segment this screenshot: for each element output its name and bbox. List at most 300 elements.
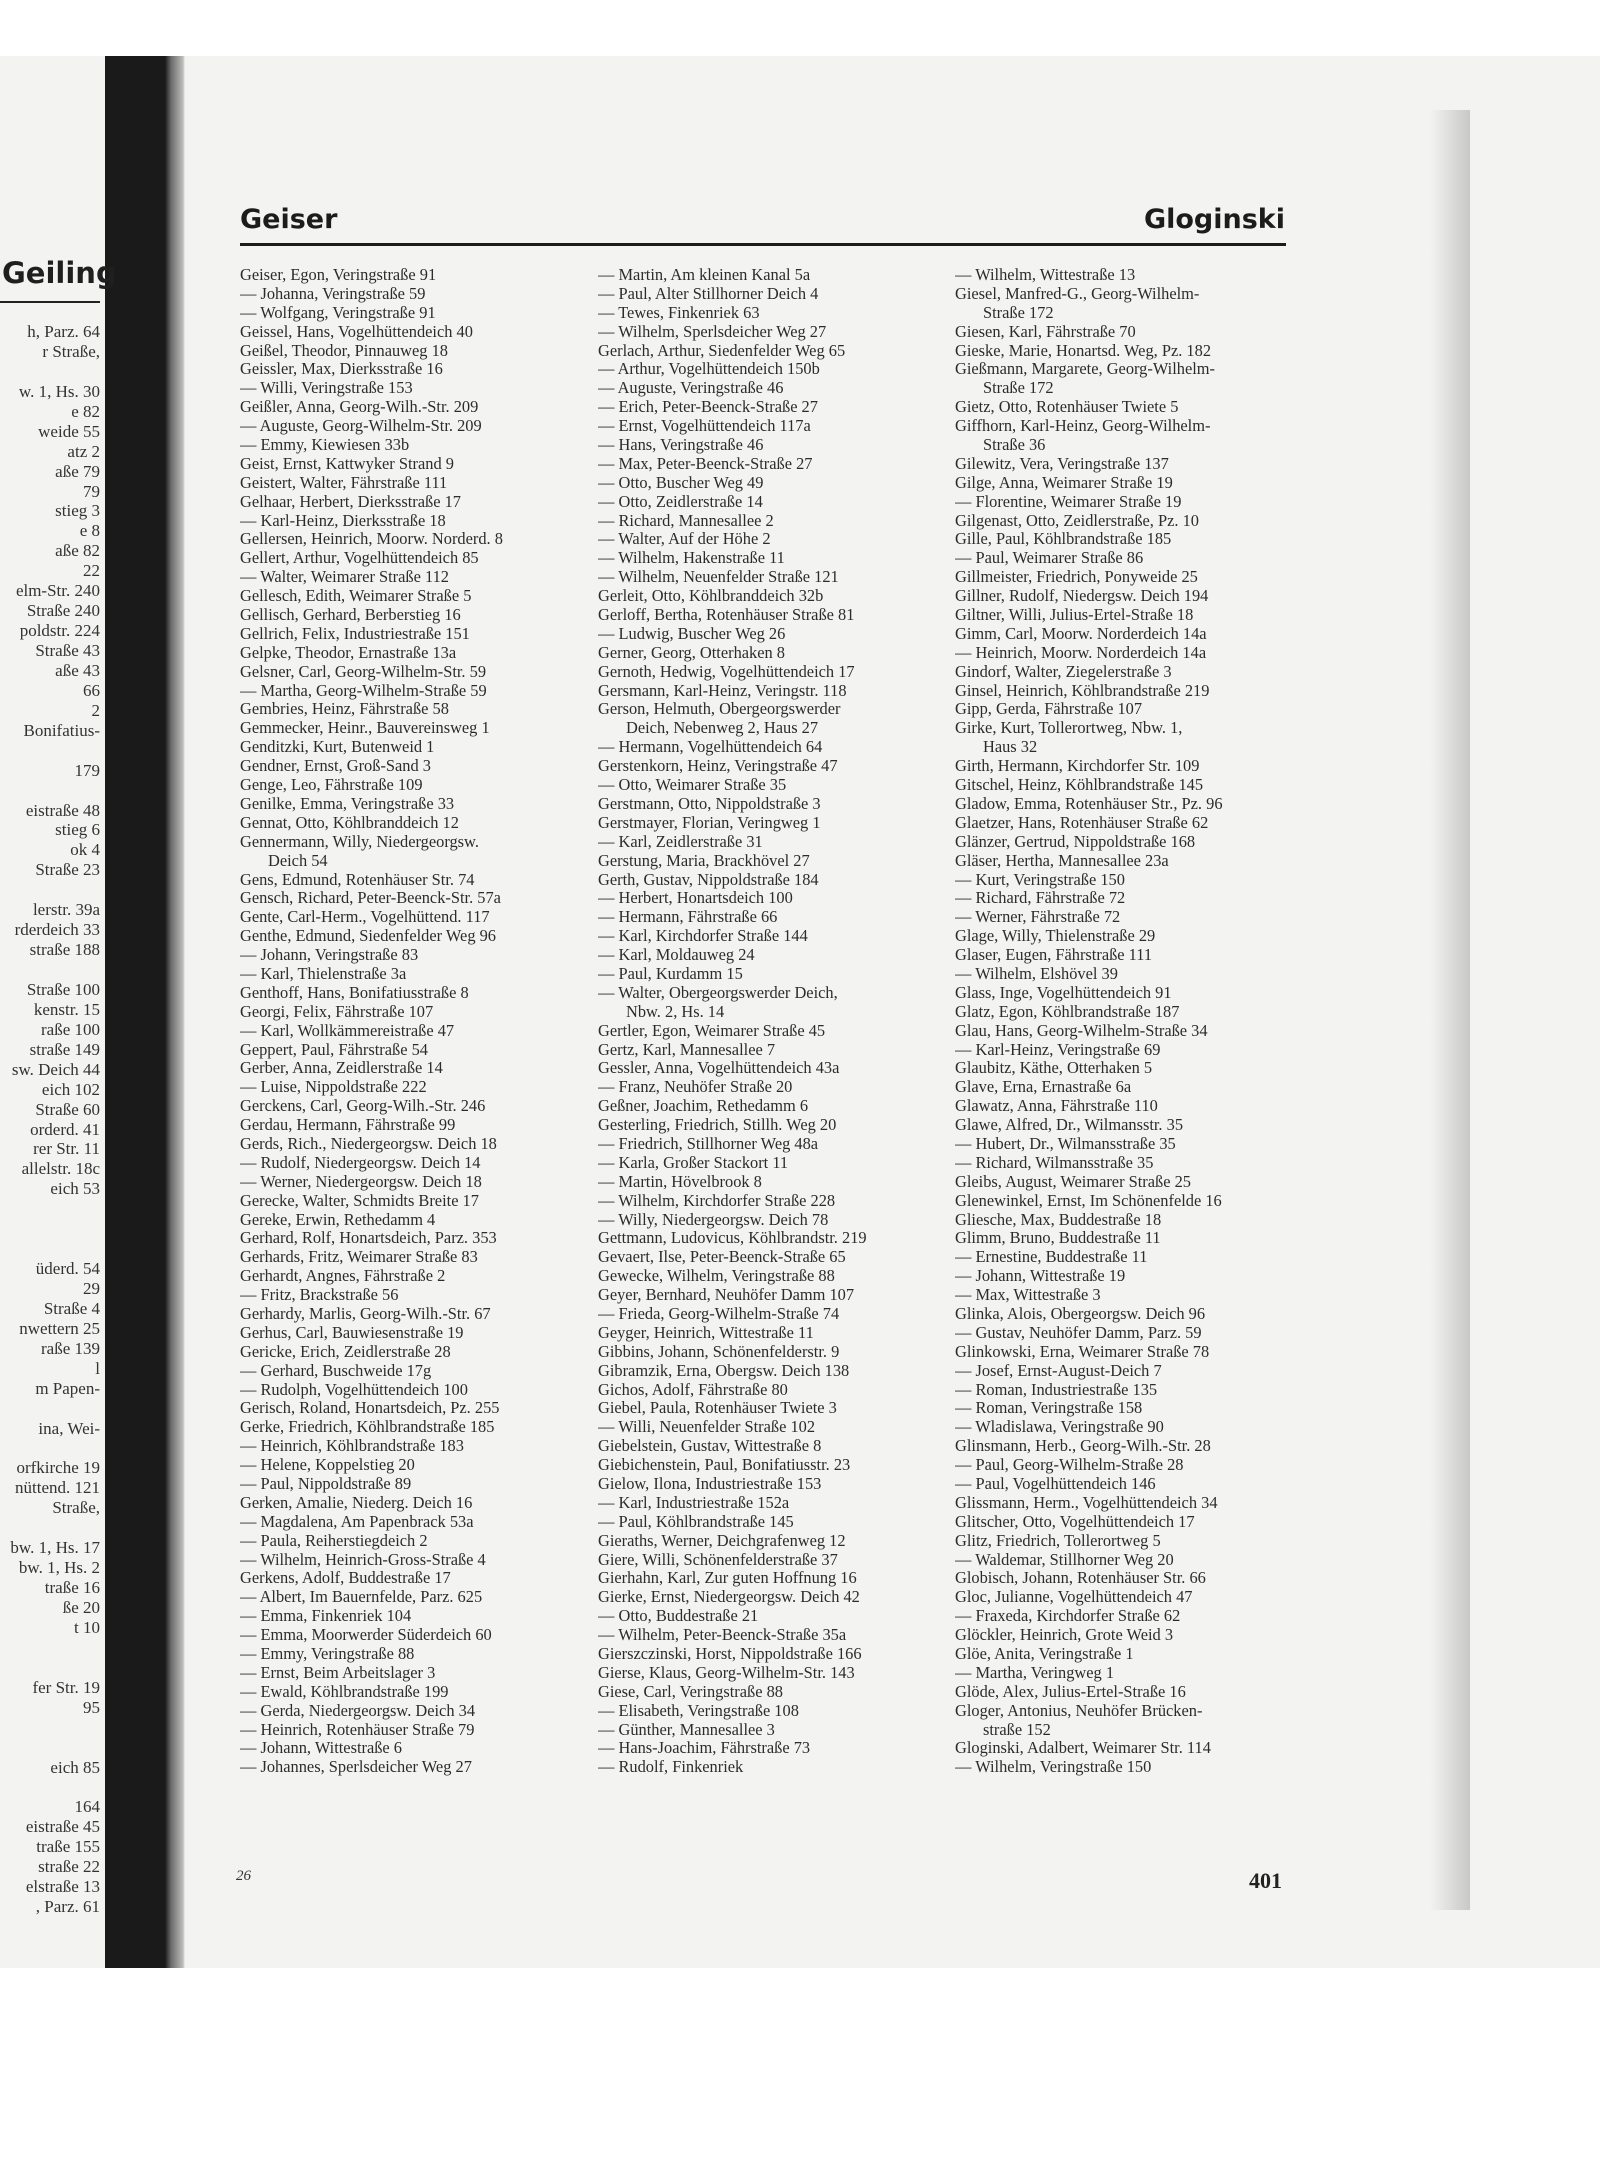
directory-entry: Glave, Erna, Ernastraße 6a [955,1078,1132,1097]
directory-entry: Gerner, Georg, Otterhaken 8 [598,643,786,662]
directory-entry: — Paul, Georg-Wilhelm-Straße 28 [955,1456,1184,1475]
directory-entry: Gereke, Erwin, Rethedamm 4 [240,1210,436,1229]
directory-entry: — Walter, Obergeorgswerder Deich, [598,983,838,1002]
previous-page-line [0,781,100,801]
directory-entry: Glinkowski, Erna, Weimarer Straße 78 [955,1342,1210,1361]
directory-entry: — Günther, Mannesallee 3 [598,1720,775,1739]
previous-page-line: straße 149 [29,1039,100,1059]
directory-entry: Glaetzer, Hans, Rotenhäuser Straße 62 [955,813,1209,832]
directory-entry: Gerlach, Arthur, Siedenfelder Weg 65 [598,341,846,360]
directory-entry: Gloginski, Adalbert, Weimarer Str. 114 [955,1739,1211,1758]
directory-entry: — Paul, Nippoldstraße 89 [240,1475,412,1493]
previous-page-rule [0,301,100,303]
directory-entry: — Paula, Reiherstiegdeich 2 [240,1531,428,1550]
directory-entry-continuation: Deich 54 [268,851,328,870]
directory-entry: — Gerhard, Buschweide 17g [240,1361,432,1380]
directory-entry: — Hubert, Dr., Wilmansstraße 35 [955,1134,1176,1153]
directory-entry: — Kurt, Veringstraße 150 [955,870,1125,889]
directory-entry: Gens, Edmund, Rotenhäuser Str. 74 [240,870,475,889]
directory-entry: Gierszczinski, Horst, Nippoldstraße 166 [598,1645,862,1664]
directory-entry: Gielow, Ilona, Industriestraße 153 [598,1475,822,1493]
directory-entry: — Roman, Veringstraße 158 [955,1399,1143,1418]
directory-entry: — Ludwig, Buscher Weg 26 [598,624,786,643]
directory-entry: — Martha, Georg-Wilhelm-Straße 59 [240,681,487,700]
directory-entry: Glöde, Alex, Julius-Ertel-Straße 16 [955,1682,1186,1701]
directory-entry: — Luise, Nippoldstraße 222 [240,1078,427,1097]
directory-entry: Gennermann, Willy, Niedergeorgsw. [240,832,479,851]
previous-page-line [0,1738,100,1758]
previous-page-line [0,1399,100,1419]
directory-entry: — Ernestine, Buddestraße 11 [955,1248,1148,1267]
directory-entry: Gerken, Amalie, Niederg. Deich 16 [240,1493,473,1512]
directory-entry: Gernoth, Hedwig, Vogelhüttendeich 17 [598,662,855,681]
previous-page-line: t 10 [74,1617,100,1637]
directory-entry: — Johann, Wittestraße 19 [955,1267,1126,1286]
previous-page-line: Straße, [52,1498,100,1518]
directory-entry: Glau, Hans, Georg-Wilhelm-Straße 34 [955,1021,1208,1040]
directory-entry-continuation: Nbw. 2, Hs. 14 [626,1002,725,1021]
directory-entry: Giesel, Manfred-G., Georg-Wilhelm- [955,284,1200,303]
directory-entry: Georgi, Felix, Fährstraße 107 [240,1002,434,1021]
directory-entry: Gettmann, Ludovicus, Köhlbrandstr. 219 [598,1229,867,1248]
directory-entry: Gloc, Julianne, Vogelhüttendeich 47 [955,1588,1193,1607]
directory-entry: — Josef, Ernst-August-Deich 7 [955,1361,1162,1380]
directory-entry: — Auguste, Veringstraße 46 [598,379,784,398]
previous-page-line [0,1658,100,1678]
directory-entry: — Martha, Veringweg 1 [955,1663,1115,1682]
directory-entry: Globisch, Johann, Rotenhäuser Str. 66 [955,1569,1206,1588]
previous-page-line: rer Str. 11 [33,1139,100,1159]
directory-entry: Gerhardy, Marlis, Georg-Wilh.-Str. 67 [240,1304,491,1323]
previous-page-line [0,960,100,980]
previous-page-line: elstraße 13 [25,1877,100,1897]
directory-entry: Gietz, Otto, Rotenhäuser Twiete 5 [955,398,1179,417]
previous-page-line [0,1638,100,1658]
directory-entry: Gilge, Anna, Weimarer Straße 19 [955,473,1173,492]
directory-entry: Gladow, Emma, Rotenhäuser Str., Pz. 96 [955,794,1223,813]
directory-entry: Geyger, Heinrich, Wittestraße 11 [598,1323,814,1342]
directory-entry: Gerson, Helmuth, Obergeorgswerder [598,700,841,719]
directory-entry: Gieraths, Werner, Deichgrafenweg 12 [598,1531,846,1550]
directory-entry: — Max, Peter-Beenck-Straße 27 [598,454,813,473]
directory-entry: Geißel, Theodor, Pinnauweg 18 [240,341,448,360]
directory-entry: Gläser, Hertha, Mannesallee 23a [955,851,1169,870]
directory-entry: — Willy, Niedergeorgsw. Deich 78 [598,1210,829,1229]
previous-page-line: bw. 1, Hs. 2 [18,1558,100,1578]
directory-entry: — Waldemar, Stillhorner Weg 20 [955,1550,1174,1569]
directory-entry: Girth, Hermann, Kirchdorfer Str. 109 [955,757,1200,776]
previous-page-line: ok 4 [70,840,100,860]
previous-page-line: kenstr. 15 [33,999,100,1019]
previous-page-line: Straße 43 [35,641,100,660]
previous-page-line [0,1518,100,1538]
page-edge-shadow [1430,110,1470,1910]
previous-page-line: eistraße 45 [25,1817,100,1837]
directory-entry: — Werner, Fährstraße 72 [955,908,1121,927]
directory-entry: Gerth, Gustav, Nippoldstraße 184 [598,870,819,889]
directory-entry: — Hans-Joachim, Fährstraße 73 [598,1739,811,1758]
directory-entry: — Rudolph, Vogelhüttendeich 100 [240,1380,468,1399]
directory-entry: Geißler, Anna, Georg-Wilh.-Str. 209 [240,398,479,417]
directory-entry: Geist, Ernst, Kattwyker Strand 9 [240,454,454,473]
previous-page-line: l [95,1358,100,1378]
previous-page-line: rderdeich 33 [14,920,100,940]
previous-page-line: aße 79 [55,461,100,481]
previous-page-line: weide 55 [38,421,100,441]
directory-entry: — Paul, Vogelhüttendeich 146 [955,1475,1156,1493]
directory-entry: — Willi, Neuenfelder Straße 102 [598,1418,816,1437]
previous-page-line: nüttend. 121 [15,1478,100,1498]
directory-entry: — Heinrich, Rotenhäuser Straße 79 [240,1720,475,1739]
directory-entry: Gensch, Richard, Peter-Beenck-Str. 57a [240,889,501,908]
directory-entry: — Emmy, Veringstraße 88 [240,1645,415,1664]
directory-entry: Gierse, Klaus, Georg-Wilhelm-Str. 143 [598,1663,855,1682]
directory-entry: Giebel, Paula, Rotenhäuser Twiete 3 [598,1399,837,1418]
directory-entry: Gerloff, Bertha, Rotenhäuser Straße 81 [598,606,855,625]
directory-entry: — Otto, Weimarer Straße 35 [598,776,787,795]
directory-entry: Glöe, Anita, Veringstraße 1 [955,1645,1134,1664]
directory-entry: — Johann, Wittestraße 6 [240,1739,403,1758]
previous-page-line [0,1718,100,1738]
directory-entry: Giebichenstein, Paul, Bonifatiusstr. 23 [598,1456,851,1475]
directory-entry: — Karl, Industriestraße 152a [598,1493,790,1512]
directory-entry: Gerber, Anna, Zeidlerstraße 14 [240,1059,443,1078]
directory-entry: — Wilhelm, Wittestraße 13 [955,266,1136,284]
directory-entry: — Karla, Großer Stackort 11 [598,1153,789,1172]
previous-page-line: 66 [83,680,100,700]
directory-entry: — Karl, Wollkämmereistraße 47 [240,1021,455,1040]
directory-entry: Gimm, Carl, Moorw. Norderdeich 14a [955,624,1207,643]
directory-entry: — Paul, Kurdamm 15 [598,964,743,983]
directory-entry: Gerds, Rich., Niedergeorgsw. Deich 18 [240,1134,497,1153]
directory-entry-continuation: Straße 172 [983,303,1054,322]
previous-page-line: eich 53 [50,1179,100,1199]
directory-entry: Geissler, Max, Dierksstraße 16 [240,360,443,379]
directory-entry: Glimm, Bruno, Buddestraße 11 [955,1229,1161,1248]
directory-entry: Glöckler, Heinrich, Grote Weid 3 [955,1626,1174,1645]
directory-entry: — Helene, Koppelstieg 20 [240,1456,415,1475]
directory-entry: Gerhard, Rolf, Honartsdeich, Parz. 353 [240,1229,497,1248]
directory-entry: Gichos, Adolf, Fährstraße 80 [598,1380,788,1399]
directory-entry: Geyer, Bernhard, Neuhöfer Damm 107 [598,1286,855,1305]
header-last-entry: Gloginski [1143,204,1285,235]
directory-column-3 [955,266,1295,1777]
directory-entry: — Otto, Buscher Weg 49 [598,473,764,492]
directory-entry: — Martin, Hövelbrook 8 [598,1172,762,1191]
directory-entry-continuation: Deich, Nebenweg 2, Haus 27 [626,719,819,738]
previous-page-line: üderd. 54 [35,1259,100,1279]
directory-entry: Gerleit, Otto, Köhlbranddeich 32b [598,587,824,606]
directory-entry: Gloger, Antonius, Neuhöfer Brücken- [955,1701,1203,1720]
directory-entry: — Johannes, Sperlsdeicher Weg 27 [240,1758,472,1777]
previous-page-line: sw. Deich 44 [11,1059,100,1079]
directory-entry: Glinsmann, Herb., Georg-Wilh.-Str. 28 [955,1437,1211,1456]
directory-entry: Giltner, Willi, Julius-Ertel-Straße 18 [955,606,1194,625]
directory-entry: — Werner, Niedergeorgsw. Deich 18 [240,1172,482,1191]
previous-page-line: Straße 4 [43,1298,100,1318]
previous-page-line [0,741,100,761]
directory-entry: — Karl, Kirchdorfer Straße 144 [598,927,808,946]
directory-entry: — Paul, Köhlbrandstraße 145 [598,1512,794,1531]
directory-entry: Gerhards, Fritz, Weimarer Straße 83 [240,1248,478,1267]
directory-entry: Geßner, Joachim, Rethedamm 6 [598,1097,809,1116]
directory-entry: Genilke, Emma, Veringstraße 33 [240,794,455,813]
previous-page-line: ße 20 [62,1598,100,1617]
previous-page-line: w. 1, Hs. 30 [18,381,100,401]
directory-entry: Gerdau, Hermann, Fährstraße 99 [240,1116,456,1135]
directory-entry: Gipp, Gerda, Fährstraße 107 [955,700,1143,719]
signature-mark: 26 [236,1868,251,1884]
directory-entry-continuation: Straße 36 [983,436,1046,455]
directory-entry: Giffhorn, Karl-Heinz, Georg-Wilhelm- [955,417,1211,436]
directory-entry: Gelhaar, Herbert, Dierksstraße 17 [240,492,461,511]
directory-entry: — Franz, Neuhöfer Straße 20 [598,1078,793,1097]
directory-entry: Gerecke, Walter, Schmidts Breite 17 [240,1191,479,1210]
directory-entry: — Karl-Heinz, Dierksstraße 18 [240,511,446,530]
directory-entry: — Fraxeda, Kirchdorfer Straße 62 [955,1607,1181,1626]
previous-page-line: h, Parz. 64 [27,322,100,341]
previous-page-line: Bonifatius- [23,720,100,740]
directory-entry: — Rudolf, Finkenriek [598,1758,744,1777]
directory-entry: Gerckens, Carl, Georg-Wilh.-Str. 246 [240,1097,486,1116]
previous-page-line: allelstr. 18c [21,1159,100,1179]
directory-entry: — Elisabeth, Veringstraße 108 [598,1701,799,1720]
directory-entry: Geissel, Hans, Vogelhüttendeich 40 [240,322,473,341]
directory-entry: Gerstung, Maria, Brackhövel 27 [598,851,810,870]
directory-entry: Giesen, Karl, Fährstraße 70 [955,322,1136,341]
directory-entry: — Friedrich, Stillhorner Weg 48a [598,1134,819,1153]
directory-entry: — Karl, Thielenstraße 3a [240,964,407,983]
directory-entry: Glitscher, Otto, Vogelhüttendeich 17 [955,1512,1195,1531]
directory-entry: Glinka, Alois, Obergeorgsw. Deich 96 [955,1304,1206,1323]
previous-page-line: 79 [83,481,100,501]
previous-page-line: stieg 6 [55,820,100,840]
directory-entry: — Otto, Zeidlerstraße 14 [598,492,763,511]
directory-entry: Genthe, Edmund, Siedenfelder Weg 96 [240,927,497,946]
directory-entry: Gellrich, Felix, Industriestraße 151 [240,624,470,643]
directory-entry: Glissmann, Herm., Vogelhüttendeich 34 [955,1493,1218,1512]
directory-entry: — Ewald, Köhlbrandstraße 199 [240,1682,449,1701]
directory-entry: Girke, Kurt, Tollerortweg, Nbw. 1, [955,719,1183,738]
directory-entry: Gerkens, Adolf, Buddestraße 17 [240,1569,451,1588]
previous-page-line: aße 43 [55,660,100,680]
directory-entry: Gibramzik, Erna, Obergsw. Deich 138 [598,1361,850,1380]
previous-page-line: , Parz. 61 [35,1897,100,1917]
directory-entry: — Wilhelm, Sperlsdeicher Weg 27 [598,322,827,341]
directory-entry: Giebelstein, Gustav, Wittestraße 8 [598,1437,822,1456]
previous-page-line: e 8 [79,521,100,541]
directory-entry: Glänzer, Gertrud, Nippoldstraße 168 [955,832,1196,851]
previous-page-line: Straße 60 [35,1099,100,1119]
previous-page-line: Straße 240 [26,601,100,621]
previous-page-line: Straße 100 [26,979,100,999]
previous-page-line: elm-Str. 240 [15,581,100,601]
directory-entry: Gillmeister, Friedrich, Ponyweide 25 [955,568,1198,587]
previous-page-line: m Papen- [35,1378,100,1398]
directory-entry: — Wilhelm, Hakenstraße 11 [598,549,785,568]
previous-page-line: 22 [83,561,100,581]
previous-page-line: poldstr. 224 [19,621,100,641]
directory-entry: — Max, Wittestraße 3 [955,1286,1101,1305]
previous-page-line: traße 16 [44,1578,100,1598]
previous-page-line: traße 155 [36,1837,100,1857]
directory-entry: Gendner, Ernst, Groß-Sand 3 [240,757,431,776]
directory-entry: — Magdalena, Am Papenbrack 53a [240,1512,474,1531]
directory-entry: Gevaert, Ilse, Peter-Beenck-Straße 65 [598,1248,846,1267]
previous-page-line: 179 [74,760,100,780]
previous-page-line: eich 85 [50,1757,100,1777]
previous-page-line: 2 [91,700,100,720]
directory-entry: Gessler, Anna, Vogelhüttendeich 43a [598,1059,840,1078]
directory-entry: — Johann, Veringstraße 83 [240,946,419,965]
page-number: 401 [1249,1868,1282,1893]
previous-page-line: 95 [83,1697,100,1717]
directory-entry: — Wilhelm, Elshövel 39 [955,964,1118,983]
previous-page-column [0,322,100,1917]
previous-page-line: straße 22 [38,1857,100,1877]
directory-entry-continuation: straße 152 [983,1720,1051,1739]
previous-page-line: r Straße, [42,341,100,361]
directory-entry: — Hermann, Fährstraße 66 [598,908,778,927]
directory-entry: Glaubitz, Käthe, Otterhaken 5 [955,1059,1153,1078]
directory-entry: Gersmann, Karl-Heinz, Veringstr. 118 [598,681,847,700]
directory-entry: — Tewes, Finkenriek 63 [598,303,760,322]
previous-page-fragment [0,56,168,1968]
directory-entry: Gieske, Marie, Honartsd. Weg, Pz. 182 [955,341,1212,360]
directory-entry: Gellert, Arthur, Vogelhüttendeich 85 [240,549,479,568]
previous-page-line: fer Str. 19 [32,1677,100,1697]
directory-entry: — Auguste, Georg-Wilhelm-Str. 209 [240,417,482,436]
directory-entry: — Emmy, Kiewiesen 33b [240,436,410,455]
directory-entry: — Erich, Peter-Beenck-Straße 27 [598,398,818,417]
previous-page-line: bw. 1, Hs. 17 [10,1538,100,1558]
directory-entry: Giese, Carl, Veringstraße 88 [598,1682,783,1701]
directory-entry: Geistert, Walter, Fährstraße 111 [240,473,448,492]
directory-entry: — Karl, Moldauweg 24 [598,946,755,965]
previous-page-line [0,1219,100,1239]
directory-entry: — Gerda, Niedergeorgsw. Deich 34 [240,1701,476,1720]
directory-entry: — Hermann, Vogelhüttendeich 64 [598,738,823,757]
directory-entry: — Walter, Auf der Höhe 2 [598,530,771,549]
directory-entry: Gertz, Karl, Mannesallee 7 [598,1040,776,1059]
directory-entry: Gembries, Heinz, Fährstraße 58 [240,700,449,719]
directory-entry: — Wilhelm, Veringstraße 150 [955,1758,1152,1777]
directory-entry: Genthoff, Hans, Bonifatiusstraße 8 [240,983,469,1002]
previous-page-line [0,1199,100,1219]
directory-entry: Genge, Leo, Fährstraße 109 [240,776,423,795]
directory-entry: — Wolfgang, Veringstraße 91 [240,303,436,322]
previous-page-line: raße 139 [40,1338,100,1358]
previous-page-line: straße 188 [29,940,100,960]
directory-entry: — Ernst, Beim Arbeitslager 3 [240,1663,436,1682]
directory-entry: — Martin, Am kleinen Kanal 5a [598,266,811,284]
directory-entry: — Heinrich, Köhlbrandstraße 183 [240,1437,464,1456]
previous-page-line [0,1777,100,1797]
directory-entry: — Heinrich, Moorw. Norderdeich 14a [955,643,1207,662]
directory-entry: Gießmann, Margarete, Georg-Wilhelm- [955,360,1215,379]
previous-page-line: Straße 23 [35,860,100,880]
directory-entry: — Otto, Buddestraße 21 [598,1607,759,1626]
directory-entry: Gennat, Otto, Köhlbranddeich 12 [240,813,459,832]
directory-entry: Gellisch, Gerhard, Berberstieg 16 [240,606,461,625]
directory-entry: — Wilhelm, Heinrich-Gross-Straße 4 [240,1550,486,1569]
directory-entry: Gilgenast, Otto, Zeidlerstraße, Pz. 10 [955,511,1199,530]
directory-entry: — Paul, Alter Stillhorner Deich 4 [598,284,819,303]
directory-entry: — Arthur, Vogelhüttendeich 150b [598,360,820,379]
directory-entry: Genditzki, Kurt, Butenweid 1 [240,738,435,757]
directory-column-2 [598,266,938,1777]
directory-entry: — Richard, Mannesallee 2 [598,511,774,530]
directory-entry: Gesterling, Friedrich, Stillh. Weg 20 [598,1116,837,1135]
previous-page-line: orfkirche 19 [16,1458,100,1478]
directory-entry: Gerisch, Roland, Honartsdeich, Pz. 255 [240,1399,500,1418]
directory-entry: Gindorf, Walter, Ziegelerstraße 3 [955,662,1172,681]
directory-entry: Glage, Willy, Thielenstraße 29 [955,927,1156,946]
directory-entry: — Gustav, Neuhöfer Damm, Parz. 59 [955,1323,1202,1342]
directory-entry: — Wilhelm, Kirchdorfer Straße 228 [598,1191,836,1210]
directory-entry: — Ernst, Vogelhüttendeich 117a [598,417,811,436]
directory-entry: Gerstmann, Otto, Nippoldstraße 3 [598,794,821,813]
directory-entry: — Karl-Heinz, Veringstraße 69 [955,1040,1161,1059]
directory-entry: Glatz, Egon, Köhlbrandstraße 187 [955,1002,1180,1021]
previous-page-line [0,362,100,382]
directory-entry: Gelpke, Theodor, Ernastraße 13a [240,643,457,662]
header-first-entry: Geiser [240,204,338,235]
directory-entry: — Hans, Veringstraße 46 [598,436,764,455]
previous-page-line: 29 [83,1279,100,1298]
directory-entry: Gilewitz, Vera, Veringstraße 137 [955,454,1169,473]
directory-entry: Geiser, Egon, Veringstraße 91 [240,266,437,284]
previous-page-line: stieg 3 [55,501,100,521]
previous-page-line: atz 2 [67,441,100,461]
directory-entry: Gitschel, Heinz, Köhlbrandstraße 145 [955,776,1204,795]
directory-entry: Gerhus, Carl, Bauwiesenstraße 19 [240,1323,464,1342]
directory-entry: — Florentine, Weimarer Straße 19 [955,492,1182,511]
directory-entry: Glawe, Alfred, Dr., Wilmansstr. 35 [955,1116,1184,1135]
previous-page-line: eich 102 [41,1079,100,1099]
directory-entry: Gellesch, Edith, Weimarer Straße 5 [240,587,472,606]
directory-entry: Gille, Paul, Köhlbrandstraße 185 [955,530,1172,549]
directory-entry: — Johanna, Veringstraße 59 [240,284,426,303]
directory-entry: Ginsel, Heinrich, Köhlbrandstraße 219 [955,681,1210,700]
directory-entry: Gierke, Ernst, Niedergeorgsw. Deich 42 [598,1588,860,1607]
previous-page-line [0,1239,100,1259]
previous-page-line: raße 100 [40,1019,100,1039]
previous-page-line [0,1439,100,1459]
previous-page-header: Geiling [2,256,117,290]
directory-entry: — Richard, Wilmansstraße 35 [955,1153,1154,1172]
directory-entry: Gelsner, Carl, Georg-Wilhelm-Str. 59 [240,662,487,681]
directory-entry: — Karl, Zeidlerstraße 31 [598,832,763,851]
directory-entry: Gerke, Friedrich, Köhlbrandstraße 185 [240,1418,495,1437]
previous-page-line: eistraße 48 [25,800,100,820]
directory-entry: Gemmecker, Heinr., Bauvereinsweg 1 [240,719,490,738]
directory-entry: — Wilhelm, Peter-Beenck-Straße 35a [598,1626,847,1645]
directory-entry: — Roman, Industriestraße 135 [955,1380,1158,1399]
directory-entry: Glawatz, Anna, Fährstraße 110 [955,1097,1158,1116]
previous-page-line: aße 82 [55,541,100,561]
directory-entry: — Willi, Veringstraße 153 [240,379,413,398]
previous-page-line: lerstr. 39a [32,900,100,920]
directory-entry: — Rudolf, Niedergeorgsw. Deich 14 [240,1153,481,1172]
previous-page-line: e 82 [71,401,100,421]
directory-entry: Gericke, Erich, Zeidlerstraße 28 [240,1342,451,1361]
directory-entry: — Emma, Finkenriek 104 [240,1607,412,1626]
header-rule [240,243,1286,246]
directory-entry: — Richard, Fährstraße 72 [955,889,1126,908]
previous-page-line: nwettern 25 [19,1318,100,1338]
directory-entry: Glaser, Eugen, Fährstraße 111 [955,946,1153,965]
